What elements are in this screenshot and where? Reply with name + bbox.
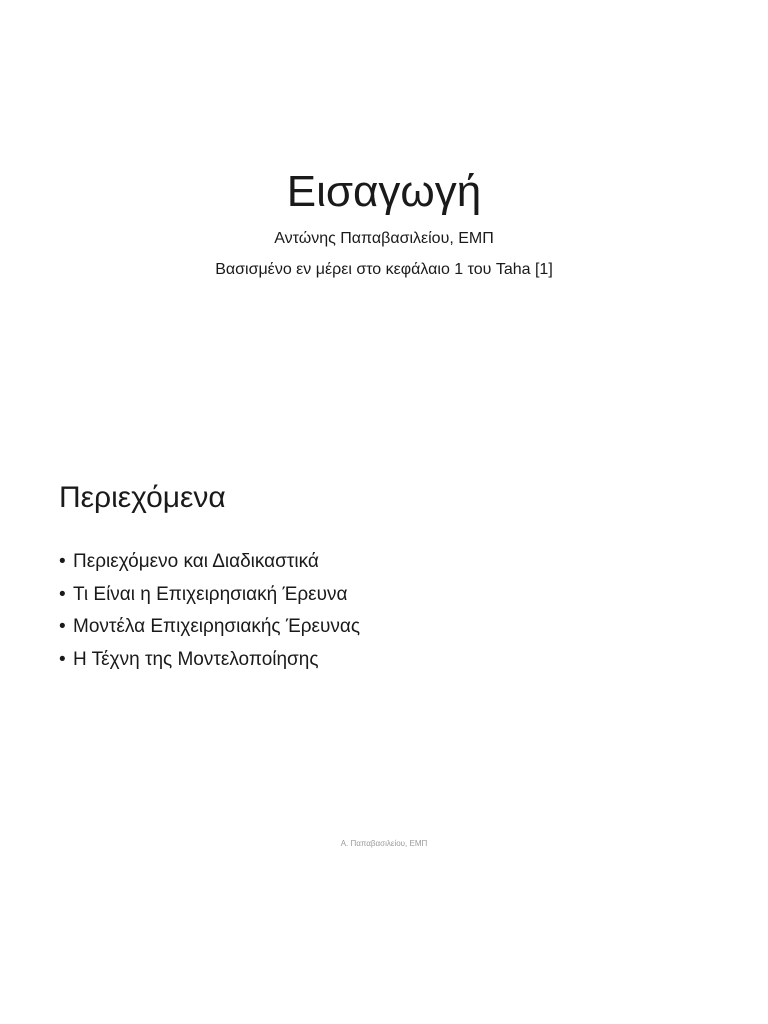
list-item-label: Η Τέχνη της Μοντελοποίησης xyxy=(73,648,319,670)
contents-slide xyxy=(0,432,768,864)
bullet-icon: • xyxy=(59,648,66,670)
list-item xyxy=(59,644,360,677)
slide-title: Εισαγωγή xyxy=(286,167,482,216)
list-item-label: Μοντέλα Επιχειρησιακής Έρευνας xyxy=(73,616,361,637)
bullet-icon: • xyxy=(59,616,66,637)
title-slide xyxy=(0,0,768,432)
contents-heading: Περιεχόμενα xyxy=(59,481,226,514)
list-item xyxy=(59,611,360,644)
list-item-label: Τι Είναι η Επιχειρησιακή Έρευνα xyxy=(73,583,348,605)
list-item-label: Περιεχόμενο και Διαδικαστικά xyxy=(73,551,319,572)
list-item xyxy=(59,579,360,612)
author-line: Αντώνης Παπαβασιλείου, ΕΜΠ xyxy=(274,230,494,247)
list-item xyxy=(59,546,360,579)
contents-list xyxy=(59,546,360,676)
bullet-icon: • xyxy=(59,551,66,572)
slide-footer: Α. Παπαβασιλείου, ΕΜΠ xyxy=(340,839,428,848)
bullet-icon: • xyxy=(59,583,66,605)
source-line: Βασισμένο εν μέρει στο κεφάλαιο 1 του Taha [1] xyxy=(215,261,553,278)
